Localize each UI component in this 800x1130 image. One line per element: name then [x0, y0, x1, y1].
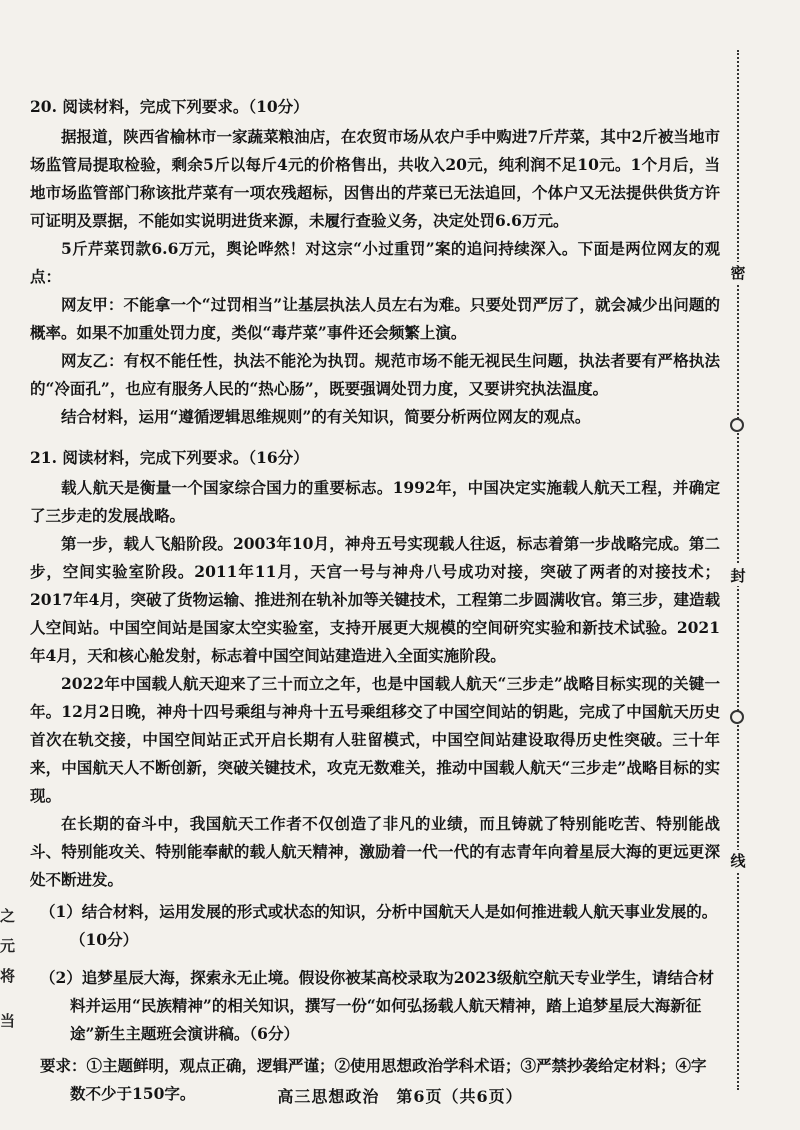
- q20-paragraph: 网友甲：不能拿一个“过罚相当”让基层执法人员左右为难。只要处罚严厉了，就会减少出问题的概率。如果不加重处罚力度，类似“毒芹菜”事件还会频繁上演。: [30, 295, 720, 342]
- q20-paragraph: 网友乙：有权不能任性，执法不能沦为执罚。规范市场不能无视民生问题，执法者要有严格执法的“冷面孔”，也应有服务人民的“热心肠”，既要强调处罚力度，又要讲究执法温度。: [30, 351, 720, 398]
- q21-paragraph: 2022年中国载人航天迎来了三十而立之年，也是中国载人航天“三步走”战略目标实现的关键一年。12月2日晚，神舟十四号乘组与神舟十五号乘组移交了中国空间站的钥匙，完成了中国航天历史首次在轨交接，中国空间站正式开启长期有人驻留模式，中国空间站建设取得历史性突破。三十年来，中国航天人不断创新，突破关键技术，攻克无数难关，推动中国载人航天“三步走”战略目标的实现。: [30, 674, 720, 805]
- edge-char-3: 将: [0, 967, 16, 985]
- question-21-title: 21. 阅读材料，完成下列要求。（16分）: [30, 448, 309, 467]
- binding-circle-bottom: [730, 710, 744, 724]
- edge-char-1: 之: [0, 907, 16, 925]
- binding-label-feng: 封: [728, 565, 748, 586]
- binding-label-mi: 密: [728, 262, 748, 283]
- binding-label-xian: 线: [728, 850, 748, 871]
- binding-circle-top: [730, 418, 744, 432]
- q21-paragraph: 载人航天是衡量一个国家综合国力的重要标志。1992年，中国决定实施载人航天工程，并确定了三步走的发展战略。: [30, 478, 720, 525]
- page-footer: 高三思想政治 第6页（共6页）: [277, 1087, 523, 1106]
- q20-prompt: 结合材料，运用“遵循逻辑思维规则”的有关知识，简要分析两位网友的观点。: [61, 407, 591, 426]
- exam-content: [30, 94, 720, 1108]
- question-21: [30, 445, 720, 1108]
- edge-char-4: 当: [0, 1012, 16, 1030]
- q21-paragraph: 第一步，载人飞船阶段。2003年10月，神舟五号实现载人往返，标志着第一步战略完成。第二步，空间实验室阶段。2011年11月，天宫一号与神舟八号成功对接，突破了两者的对接技术；2017年4月，突破了货物运输、推进剂在轨补加等关键技术，工程第二步圆满收官。第三步，建造载人空间站。中国空间站是国家太空实验室，支持开展更大规模的空间研究实验和新技术试验。2021年4月，天和核心舱发射，标志着中国空间站建造进入全面实施阶段。: [30, 534, 720, 665]
- edge-char-2: 元: [0, 937, 16, 955]
- question-20: [30, 94, 720, 431]
- question-20-title: 20. 阅读材料，完成下列要求。（10分）: [30, 97, 309, 116]
- q21-paragraph: 在长期的奋斗中，我国航天工作者不仅创造了非凡的业绩，而且铸就了特别能吃苦、特别能战斗、特别能攻关、特别能奉献的载人航天精神，激励着一代一代的有志青年向着星辰大海的更远更深处不断进发。: [30, 814, 720, 889]
- q21-requirements: 要求：①主题鲜明，观点正确，逻辑严谨；②使用思想政治学科术语；③严禁抄袭给定材料；④字数不少于150字。: [40, 1056, 707, 1103]
- q20-paragraph: 5斤芹菜罚款6.6万元，舆论哗然！对这宗“小过重罚”案的追问持续深入。下面是两位网友的观点：: [30, 239, 720, 286]
- q21-subquestion-2: （2）追梦星辰大海，探索永无止境。假设你被某高校录取为2023级航空航天专业学生，请结合材料并运用“民族精神”的相关知识，撰写一份“如何弘扬载人航天精神，踏上追梦星辰大海新征途”新生主题班会演讲稿。（6分）: [40, 968, 714, 1043]
- q21-subquestion-1: （1）结合材料，运用发展的形式或状态的知识，分析中国航天人是如何推进载人航天事业发展的。（10分）: [40, 902, 718, 949]
- q20-paragraph: 据报道，陕西省榆林市一家蔬菜粮油店，在农贸市场从农户手中购进7斤芹菜，其中2斤被当地市场监管局提取检验，剩余5斤以每斤4元的价格售出，共收入20元，纯利润不足10元。1个月后，当地市场监管部门称该批芹菜有一项农残超标，因售出的芹菜已无法追回，个体户又无法提供供货方许可证明及票据，不能如实说明进货来源，未履行查验义务，决定处罚6.6万元。: [30, 127, 720, 230]
